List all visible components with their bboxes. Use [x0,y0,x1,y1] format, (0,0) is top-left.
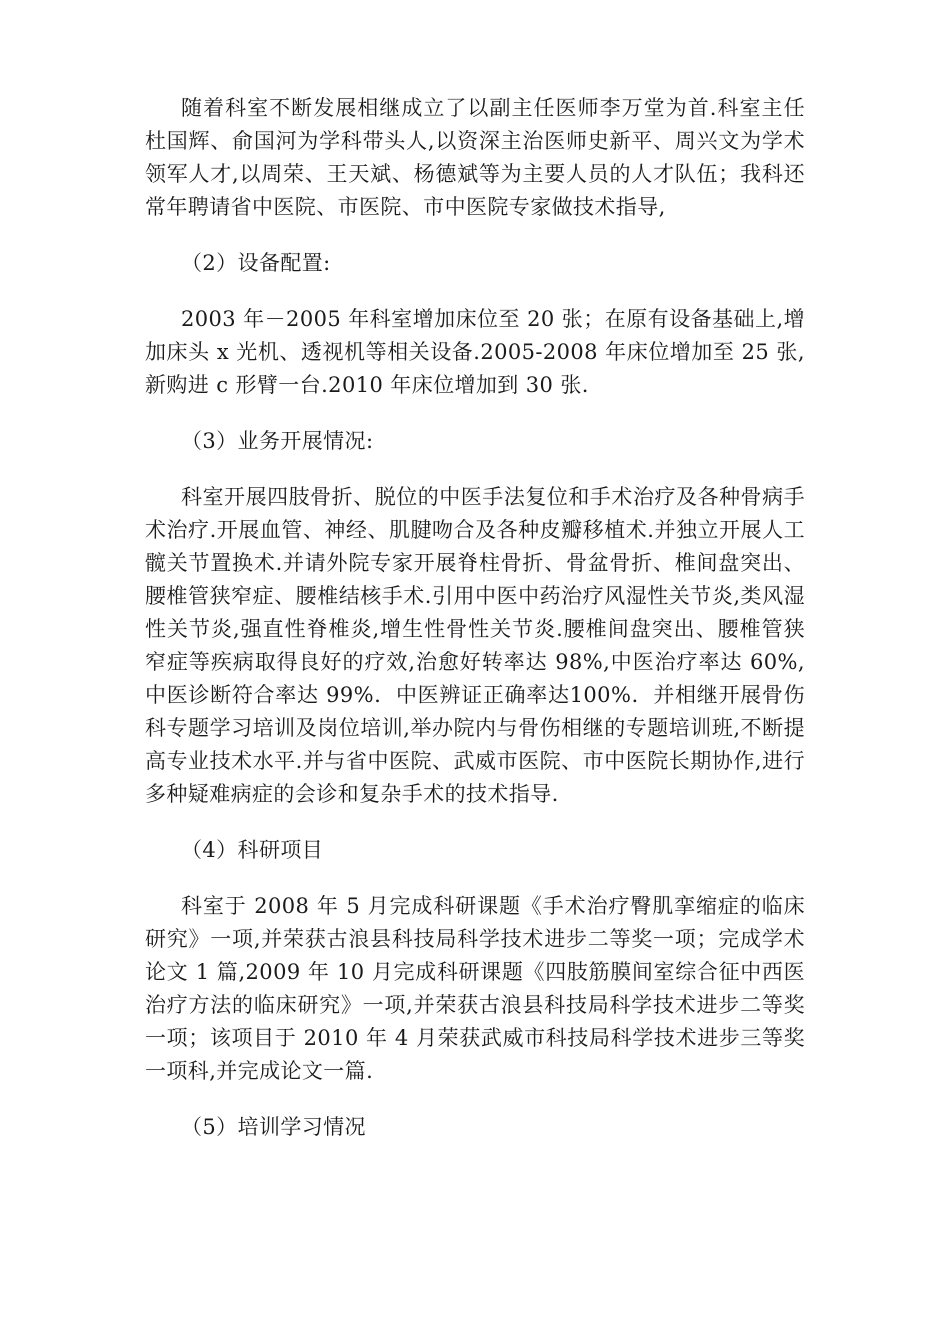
heading-research: （4）科研项目 [181,838,324,862]
heading-business: （3）业务开展情况: [181,429,374,453]
document-body [145,92,805,1167]
heading-training: （5）培训学习情况 [181,1115,366,1139]
paragraph-business: 科室开展四肢骨折、脱位的中医手法复位和手术治疗及各种骨病手术治疗.开展血管、神经、肌腱吻合及各种皮瓣移植术.并独立开展人工髋关节置换术.并请外院专家开展脊柱骨折、骨盆骨折、椎间盘突出、腰椎管狭窄症、腰椎结核手术.引用中医中药治疗风湿性关节炎,类风湿性关节炎,强直性脊椎炎,增生性骨性关节炎.腰椎间盘突出、腰椎管狭窄症等疾病取得良好的疗效,治愈好转率达 98%,中医治疗率达 60%,中医诊断符合率达 99%．中医辨证正确率达100%．并相继开展骨伤科专题学习培训及岗位培训,举办院内与骨伤相继的专题培训班,不断提高专业技术水平.并与省中医院、武威市医院、市中医院长期协作,进行多种疑难病症的会诊和复杂手术的技术指导. [145,485,805,806]
paragraph-research: 科室于 2008 年 5 月完成科研课题《手术治疗臀肌挛缩症的临床研究》一项,并荣获古浪县科技局科学技术进步二等奖一项；完成学术论文 1 篇,2009 年 10 月完成科研课题《四肢筋膜间室综合征中西医治疗方法的临床研究》一项,并荣获古浪县科技局科学技术进步二等奖一项；该项目于 2010 年 4 月荣获武威市科技局科学技术进步三等奖一项科,并完成论文一篇. [145,894,805,1083]
heading-equipment: （2）设备配置: [181,251,331,275]
paragraph-staff: 随着科室不断发展相继成立了以副主任医师李万堂为首.科室主任杜国辉、俞国河为学科带头人,以资深主治医师史新平、周兴文为学术领军人才,以周荣、王天斌、杨德斌等为主要人员的人才队伍；我科还常年聘请省中医院、市医院、市中医院专家做技术指导, [145,96,805,219]
paragraph-equipment: 2003 年－2005 年科室增加床位至 20 张；在原有设备基础上,增加床头 x 光机、透视机等相关设备.2005-2008 年床位增加至 25 张,新购进 c 形臂一台.2010 年床位增加到 30 张. [145,307,805,397]
